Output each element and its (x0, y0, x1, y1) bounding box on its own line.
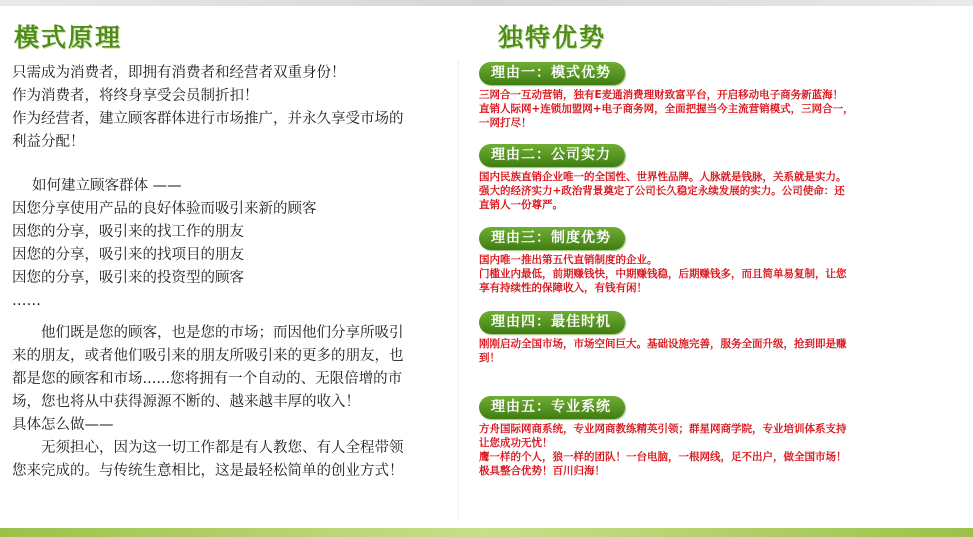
reason-line: 让您成功无忧！ (479, 437, 553, 449)
reason-line: 到！ (479, 352, 500, 364)
reason-line: 三网合一互动营销，独有E麦通消费理财致富平台，开启移动电子商务新蓝海！ (479, 89, 844, 101)
reason-1-body (479, 88, 959, 130)
how-label: 具体怎么做—— (12, 417, 114, 433)
paragraph-line: 来的朋友，或者他们吸引来的朋友所吸引来的更多的朋友，也 (12, 348, 404, 364)
reason-line: 强大的经济实力+政治背景奠定了公司长久稳定永续发展的实力。公司使命：还 (479, 185, 845, 197)
intro-line: 利益分配！ (12, 134, 85, 150)
intro-line: 只需成为消费者，即拥有消费者和经营者双重身份！ (12, 65, 346, 81)
reason-2-label: 理由二：公司实力 (479, 144, 625, 167)
intro-line: 作为消费者，将终身享受会员制折扣！ (12, 88, 259, 104)
reason-line: 直销人际网+连锁加盟网+电子商务网，全面把握当今主流营销模式，三网合一， (479, 103, 854, 115)
reason-line: 门槛业内最低，前期赚钱快，中期赚钱稳，后期赚钱多，而且简单易复制，让您 (479, 268, 847, 280)
paragraph-line: 都是您的顾客和市场......您将拥有一个自动的、无限倍增的市 (12, 371, 403, 387)
ellipsis-line: …… (12, 293, 41, 309)
reason-3-body (479, 253, 959, 295)
reason-line: 极具整合优势！百川归海！ (479, 465, 605, 477)
reason-5 (479, 396, 959, 478)
bullet-line: 因您的分享，吸引来的投资型的顾客 (12, 270, 244, 286)
bottom-border (0, 528, 973, 537)
bullet-line: 因您的分享，吸引来的找项目的朋友 (12, 247, 244, 263)
reason-4-body (479, 337, 959, 365)
reason-1 (479, 62, 959, 130)
paragraph-line: 场，您也将从中获得源源不断的、越来越丰厚的收入！ (12, 394, 360, 410)
reason-line: 鹰一样的个人，狼一样的团队！一台电脑，一根网线，足不出户，做全国市场！ (479, 451, 847, 463)
model-principle-heading: 模式原理 (14, 23, 123, 52)
reason-4 (479, 311, 959, 365)
closing-line: 您来完成的。与传统生意相比，这是最轻松简单的创业方式！ (12, 463, 404, 479)
paragraph-line: 他们既是您的顾客，也是您的市场；而因他们分享所吸引 (41, 325, 404, 341)
reason-line: 一网打尽！ (479, 117, 532, 129)
question-line: 如何建立顾客群体 —— (32, 178, 182, 194)
reason-1-label: 理由一：模式优势 (479, 62, 625, 85)
bullet-line: 因您的分享，吸引来的找工作的朋友 (12, 224, 244, 240)
reason-line: 刚刚启动全国市场，市场空间巨大。基础设施完善，服务全面升级，抢到即是赚 (479, 338, 847, 350)
bullet-line: 因您分享使用产品的良好体验而吸引来新的顾客 (12, 201, 317, 217)
top-border (0, 0, 973, 6)
reason-line: 国内民族直销企业唯一的全国性、世界性品牌。人脉就是钱脉，关系就是实力。 (479, 171, 847, 183)
closing-line: 无须担心，因为这一切工作都是有人教您、有人全程带领 (41, 440, 404, 456)
reason-5-body (479, 422, 959, 478)
reason-3-label: 理由三：制度优势 (479, 227, 625, 250)
intro-line: 作为经营者，建立顾客群体进行市场推广，并永久享受市场的 (12, 111, 404, 127)
reason-line: 国内唯一推出第五代直销制度的企业。 (479, 254, 658, 266)
reason-line: 享有持续性的保障收入，有钱有闲！ (479, 282, 647, 294)
model-principle-section (12, 62, 452, 483)
reason-4-label: 理由四：最佳时机 (479, 311, 625, 334)
unique-advantage-heading: 独特优势 (498, 23, 607, 52)
column-divider (458, 60, 459, 520)
reason-2 (479, 144, 959, 212)
reason-5-label: 理由五：专业系统 (479, 396, 625, 419)
reason-3 (479, 227, 959, 295)
reason-line: 方舟国际网商系统，专业网商教练精英引领；群星网商学院，专业培训体系支持 (479, 423, 847, 435)
reason-line: 直销人一份尊严。 (479, 199, 563, 211)
reason-2-body (479, 170, 959, 212)
